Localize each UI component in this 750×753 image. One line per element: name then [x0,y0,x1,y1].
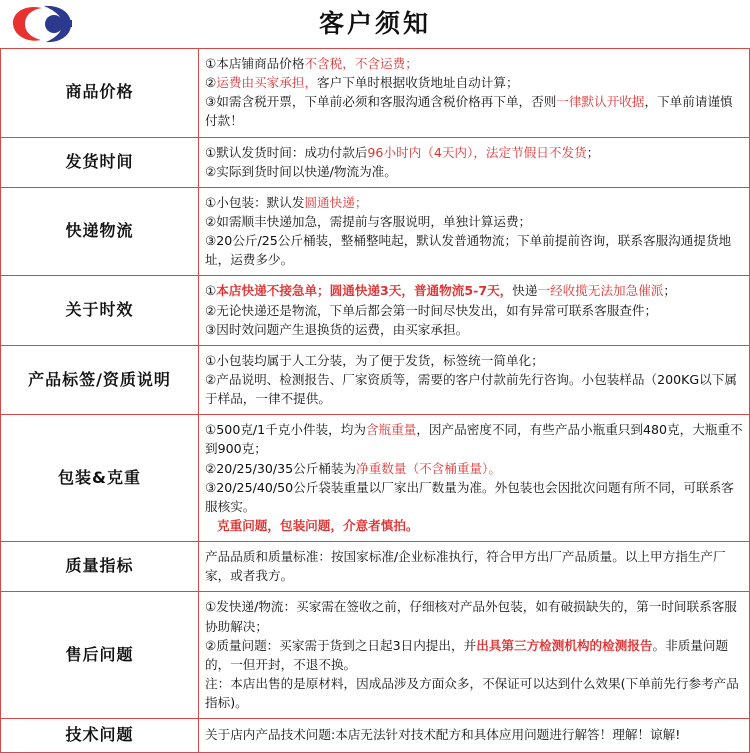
notice-table [0,48,750,753]
row-label: 发货时间 [1,137,199,187]
content-text: 不含税，不含运费； [304,56,418,71]
content-text: 注：本店出售的是原材料，因成品涉及方面众多，不保证可以达到什么效果(下单前先行参考产品指标)。 [205,675,739,711]
content-text: 。非质量问题的，一但开封，不退不换。 [205,637,729,672]
row-label: 包装&克重 [1,415,199,542]
content-text: ； [663,283,676,299]
row-content [199,187,750,276]
row-label: 关于时效 [1,276,199,345]
content-line [205,459,743,478]
content-line [205,231,743,269]
content-line [205,674,743,712]
content-text: 净重数量（不含桶重量）。 [356,460,501,476]
content-text: ②产品说明、检测报告、厂家资质等，需要的客户付款前先行咨询。小包装样品（200KG以下属于样品，一律不提供。 [205,371,737,407]
table-row [1,276,750,345]
content-text: ①小包装均属于人工分装，为了便于发货，标签统一简单化； [205,352,544,368]
table-row [1,345,750,414]
content-text: 运费由买家承担， [216,75,318,91]
row-content [199,592,750,719]
content-text: ； [586,144,600,160]
row-content [199,276,750,345]
row-content [199,719,750,753]
content-line [205,281,743,300]
content-text: ，因产品密度不同，有些产品小瓶重只到480克，大瓶重不到900克； [205,422,743,457]
page-title: 客户须知 [318,9,431,38]
content-line [205,162,743,181]
content-text: 出具第三方检测机构的检测报告 [476,637,653,653]
content-line [205,92,743,130]
content-text: ③20/25/40/50公斤袋装重量以厂家出厂数量为准。外包装也会因批次问题有所不同，可联系客服核实。 [205,479,734,514]
row-label: 商品价格 [1,49,199,138]
row-content [199,415,750,542]
content-text: 客户下单时根据收货地址自动计算； [317,75,519,91]
content-text: ①本店铺商品价格 [205,56,305,71]
content-line [205,143,743,162]
table-row [1,415,750,542]
row-label: 售后问题 [1,592,199,719]
content-line [205,420,743,458]
table-row [1,187,750,276]
content-line [205,301,743,320]
content-line [205,193,743,212]
content-text: ① [205,283,217,299]
content-text: 一律默认开收据 [556,94,645,110]
content-text: ③20公斤/25公斤桶装，整桶整吨起，默认发普通物流；下单前提前咨询，联系客服沟通提货地址，运费多少。 [205,233,732,268]
content-text: 产品品质和质量标准：按国家标准/企业标准执行，符合甲方出厂产品质量。以上甲方指生产厂家，或者我方。 [205,549,726,584]
content-line [205,636,743,674]
content-text: ② [205,75,217,91]
content-text: ①发快递/物流：买家需在签收之前，仔细核对产品外包装，如有破损缺失的，第一时间联系客服协助解决； [205,599,737,634]
content-text: 96小时内（4天内），法定节假日不发货 [367,144,587,160]
content-line [205,370,743,408]
content-line [205,597,743,635]
content-line [205,212,743,231]
content-text: 快递 [512,283,538,299]
content-line [205,516,743,535]
content-line [205,320,743,339]
row-label: 产品标签/资质说明 [1,345,199,414]
content-line [205,547,743,585]
content-line [205,725,743,744]
row-label: 快递物流 [1,187,199,276]
row-content [199,137,750,187]
content-line [205,478,743,516]
content-text: ②如需顺丰快递加急，需提前与客服说明，单独计算运费； [205,213,532,229]
table-row [1,137,750,187]
notice-table-body [1,49,750,753]
content-text: 关于店内产品技术问题:本店无法针对技术配方和具体应用问题进行解答！理解！谅解! [205,727,681,743]
content-text: 本店快递不接急单；圆通快递3天，普通物流5-7天， [216,283,513,299]
content-text: ②无论快递还是物流，下单后都会第一时间尽快发出，如有异常可联系客服查件； [205,302,658,318]
row-label: 技术问题 [1,719,199,753]
content-text: ①小包装：默认发 [205,194,305,210]
content-text: ③因时效问题产生退换货的运费，由买家承担。 [205,321,469,337]
content-line [205,351,743,370]
table-row [1,542,750,592]
content-line [205,73,743,92]
table-row [1,49,750,138]
content-text: 含瓶重量 [365,422,417,438]
content-text: 克重问题，包装问题，介意者慎拍。 [217,517,419,533]
page-header [0,0,750,48]
content-text: ②质量问题：买家需于货到之日起3日内提出，并 [205,637,477,653]
content-text: 圆通快递； [304,194,368,210]
content-text: ②20/25/30/35公斤桶装为 [205,460,357,476]
content-text: ①默认发货时间：成功付款后 [205,144,368,160]
row-label: 质量指标 [1,542,199,592]
content-text: ③如需含税开票，下单前必须和客服沟通含税价格再下单，否则 [205,94,557,110]
content-text: ①500克/1千克小件装，均为 [205,422,366,438]
content-text: ，下单前请谨慎付款！ [205,94,733,129]
table-row [1,719,750,753]
content-line [205,54,743,73]
content-text: ②实际到货时间以快递/物流为准。 [205,163,397,179]
row-content [199,49,750,138]
content-text: 一经收揽无法加急催派 [537,283,664,299]
row-content [199,542,750,592]
table-row [1,592,750,719]
row-content [199,345,750,414]
